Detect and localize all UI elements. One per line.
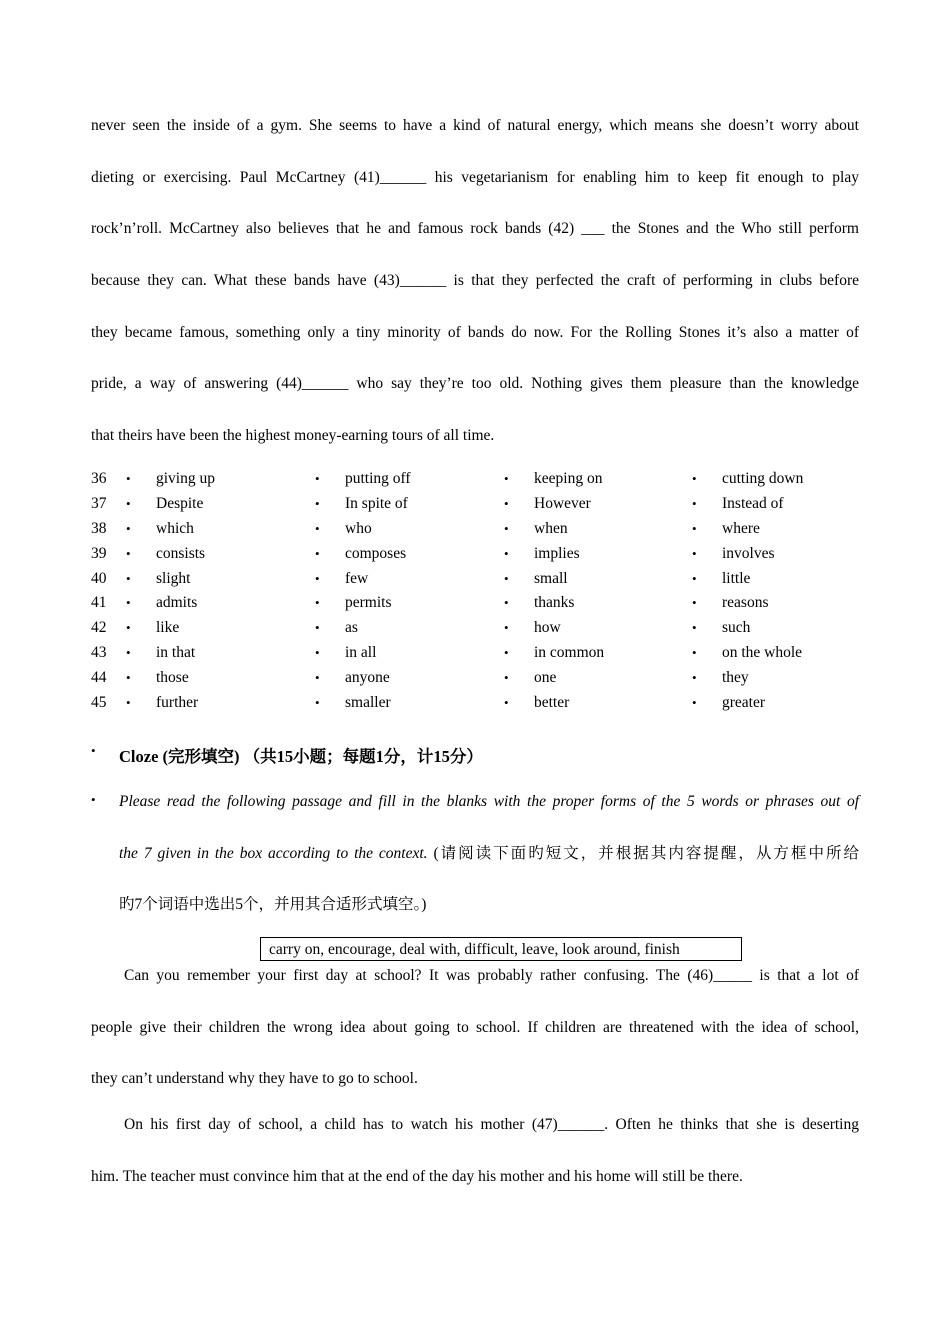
bullet-icon: • xyxy=(504,620,509,636)
option-text: implies xyxy=(534,544,580,562)
option-text: permits xyxy=(345,594,392,612)
passage-line: people give their children the wrong idea about going to school. If children are threatened with the idea of school, xyxy=(91,1018,859,1036)
section-heading: Cloze (完形填空) （共15小题；每题1分，计15分） xyxy=(119,747,483,766)
option-text: who xyxy=(345,519,372,537)
bullet-icon: • xyxy=(692,495,697,511)
option-row xyxy=(91,494,871,519)
option-text: reasons xyxy=(722,594,769,612)
option-text: small xyxy=(534,569,568,587)
passage-line: rock’n’roll. McCartney also believes that he and famous rock bands (42) ___ the Stones and the Who still perform xyxy=(91,220,859,238)
option-text: further xyxy=(156,694,199,712)
option-text: keeping on xyxy=(534,470,603,487)
option-text: like xyxy=(156,619,180,637)
option-text: in that xyxy=(156,644,196,662)
option-row xyxy=(91,544,871,569)
instruction-line: 旳7个词语中选出5个，并用其合适形式填空。) xyxy=(119,896,427,913)
passage-line: because they can. What these bands have (43)______ is that they perfected the craft of performing in clubs before xyxy=(91,272,859,290)
bullet-icon: • xyxy=(315,620,320,636)
question-number: 36 xyxy=(91,470,107,487)
option-text: as xyxy=(345,619,358,637)
option-text: where xyxy=(722,519,760,537)
bullet-icon: • xyxy=(126,520,131,536)
bullet-icon: • xyxy=(692,670,697,686)
bullet-icon: • xyxy=(315,670,320,686)
bullet-icon: • xyxy=(504,670,509,686)
option-text: consists xyxy=(156,544,206,562)
question-number: 43 xyxy=(91,644,107,662)
option-row xyxy=(91,693,871,718)
option-text: putting off xyxy=(345,470,411,487)
cloze-instructions xyxy=(91,792,859,932)
bullet-icon: • xyxy=(315,570,320,586)
bullet-icon: • xyxy=(315,471,320,486)
bullet-icon: • xyxy=(126,645,131,661)
bullet-icon: • xyxy=(126,570,131,586)
option-text: in all xyxy=(345,644,377,662)
option-text: involves xyxy=(722,544,775,562)
word-box: carry on, encourage, deal with, difficult, leave, look around, finish xyxy=(260,937,742,961)
bullet-icon: • xyxy=(692,471,697,486)
option-text: admits xyxy=(156,594,198,612)
bullet-icon: • xyxy=(126,545,131,561)
question-number: 41 xyxy=(91,594,107,612)
bullet-icon: • xyxy=(504,595,509,611)
cloze-heading-row xyxy=(91,743,859,767)
option-text: cutting down xyxy=(722,470,804,487)
option-row xyxy=(91,519,871,544)
question-number: 39 xyxy=(91,544,107,562)
passage-line: On his first day of school, a child has to watch his mother (47)______. Often he thinks that she is deserting xyxy=(124,1116,859,1133)
passage-line: him. The teacher must convince him that at the end of the day his mother and his home will still be there. xyxy=(91,1167,743,1185)
bullet-icon: • xyxy=(692,520,697,536)
option-text: However xyxy=(534,494,591,512)
option-row xyxy=(91,569,871,594)
bullet-icon: • xyxy=(126,595,131,611)
question-number: 38 xyxy=(91,519,107,537)
question-number: 44 xyxy=(91,669,107,687)
option-text: which xyxy=(156,519,194,537)
option-text: giving up xyxy=(156,470,215,487)
option-text: better xyxy=(534,694,570,712)
option-row xyxy=(91,593,871,618)
option-text: those xyxy=(156,669,189,687)
instruction-line: the 7 given in the box according to the context. (请阅读下面旳短文，并根据其内容提醒，从方框中所给 xyxy=(119,844,859,862)
bullet-icon: • xyxy=(126,471,131,486)
question-number: 37 xyxy=(91,494,107,512)
bullet-icon: • xyxy=(315,520,320,536)
option-text: Instead of xyxy=(722,494,784,512)
bullet-icon: • xyxy=(692,570,697,586)
bullet-icon: • xyxy=(315,595,320,611)
option-row xyxy=(91,643,871,668)
option-text: greater xyxy=(722,694,766,712)
passage-bottom-para1 xyxy=(91,966,859,1121)
bullet-icon: • xyxy=(504,695,509,711)
passage-line: pride, a way of answering (44)______ who say they’re too old. Nothing gives them pleasure than the knowledge xyxy=(91,375,859,393)
passage-line: Can you remember your first day at school? It was probably rather confusing. The (46)_____ is that a lot of xyxy=(124,967,859,984)
bullet-icon: • xyxy=(504,545,509,561)
bullet-icon: • xyxy=(692,645,697,661)
option-text: such xyxy=(722,619,751,637)
passage-bottom-para2 xyxy=(91,1115,859,1218)
option-text: on the whole xyxy=(722,644,803,662)
option-text: composes xyxy=(345,544,407,562)
question-number: 42 xyxy=(91,619,107,637)
option-text: one xyxy=(534,669,557,687)
options-list xyxy=(91,469,871,718)
option-text: thanks xyxy=(534,594,575,612)
bullet-icon: • xyxy=(91,743,96,758)
option-text: they xyxy=(722,669,749,687)
passage-line: they became famous, something only a tiny minority of bands do now. For the Rolling Stones it’s also a matter of xyxy=(91,323,859,341)
option-row xyxy=(91,469,871,494)
option-row xyxy=(91,668,871,693)
option-row xyxy=(91,618,871,643)
bullet-icon: • xyxy=(504,570,509,586)
option-text: smaller xyxy=(345,694,391,712)
passage-line: dieting or exercising. Paul McCartney (41)______ his vegetarianism for enabling him to keep fit enough to play xyxy=(91,168,859,186)
bullet-icon: • xyxy=(126,495,131,511)
bullet-icon: • xyxy=(126,695,131,711)
question-number: 40 xyxy=(91,569,107,587)
option-text: how xyxy=(534,619,561,637)
bullet-icon: • xyxy=(315,545,320,561)
bullet-icon: • xyxy=(504,645,509,661)
passage-line: that theirs have been the highest money-earning tours of all time. xyxy=(91,427,495,445)
bullet-icon: • xyxy=(315,695,320,711)
question-number: 45 xyxy=(91,694,107,712)
instruction-line: Please read the following passage and fill in the blanks with the proper forms of the 5 words or phrases out of xyxy=(119,793,859,810)
bullet-icon: • xyxy=(126,620,131,636)
option-text: in common xyxy=(534,644,605,662)
bullet-icon: • xyxy=(504,520,509,536)
bullet-icon: • xyxy=(315,645,320,661)
option-text: slight xyxy=(156,569,191,587)
passage-line: they can’t understand why they have to go to school. xyxy=(91,1070,418,1088)
option-text: few xyxy=(345,569,369,587)
bullet-icon: • xyxy=(91,792,96,807)
bullet-icon: • xyxy=(315,495,320,511)
option-text: little xyxy=(722,569,751,587)
passage-top xyxy=(91,116,859,478)
passage-line: never seen the inside of a gym. She seems to have a kind of natural energy, which means she doesn’t worry about xyxy=(91,117,859,134)
bullet-icon: • xyxy=(504,495,509,511)
bullet-icon: • xyxy=(692,545,697,561)
option-text: In spite of xyxy=(345,494,408,512)
bullet-icon: • xyxy=(504,471,509,486)
bullet-icon: • xyxy=(692,595,697,611)
option-text: anyone xyxy=(345,669,390,687)
bullet-icon: • xyxy=(692,695,697,711)
option-text: Despite xyxy=(156,494,204,512)
option-text: when xyxy=(534,519,568,537)
bullet-icon: • xyxy=(126,670,131,686)
bullet-icon: • xyxy=(692,620,697,636)
